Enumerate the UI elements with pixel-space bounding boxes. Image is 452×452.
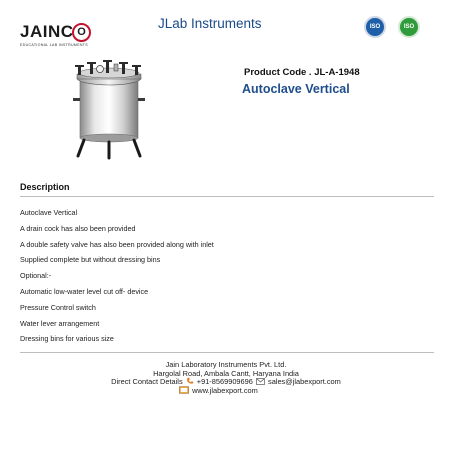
company-name: Jain Laboratory Instruments Pvt. Ltd. — [165, 360, 287, 369]
logo-word: JAINC — [20, 22, 74, 41]
list-item: Automatic low-water level cut off- device — [20, 286, 149, 296]
product-code: Product Code . JL-A-1948 — [244, 67, 360, 78]
list-item: Pressure Control switch — [20, 302, 96, 312]
list-item: Autoclave Vertical — [20, 208, 78, 217]
contact-label: Direct Contact Details — [111, 377, 183, 386]
description-list — [20, 208, 214, 350]
mail-icon — [256, 378, 265, 385]
divider — [20, 196, 434, 197]
iso-badge-icon: ISO — [398, 16, 420, 38]
phone-icon — [186, 377, 194, 385]
iso-badge-icon: ISO — [364, 16, 386, 38]
company-address: Hargolal Road, Ambala Cantt, Haryana India — [153, 369, 299, 378]
divider — [20, 352, 434, 353]
autoclave-vertical-image — [58, 58, 162, 162]
jainco-logo — [20, 22, 104, 52]
web-icon — [179, 386, 189, 394]
email-link[interactable]: sales@jlabexport.com — [268, 377, 341, 386]
logo-tagline: EDUCATIONAL LAB INSTRUMENTS — [20, 43, 89, 47]
description-heading: Description — [20, 182, 70, 192]
logo-ring: O — [72, 23, 91, 42]
phone-number[interactable]: +91-8569909696 — [196, 377, 253, 386]
product-name: Autoclave Vertical — [242, 82, 350, 96]
list-item: Optional:- — [20, 271, 52, 281]
website-line — [178, 386, 258, 395]
list-item: Dressing bins for various size — [20, 334, 114, 344]
list-item: Water lever arrangement — [20, 318, 100, 328]
contact-line — [0, 377, 452, 386]
list-item: Supplied complete but without dressing bins — [20, 255, 161, 265]
list-item: A double safety valve has also been provided along with inlet — [20, 239, 214, 249]
website-link[interactable]: www.jlabexport.com — [192, 386, 258, 395]
brand-title: JLab Instruments — [158, 16, 262, 31]
list-item: A drain cock has also been provided — [20, 223, 136, 233]
